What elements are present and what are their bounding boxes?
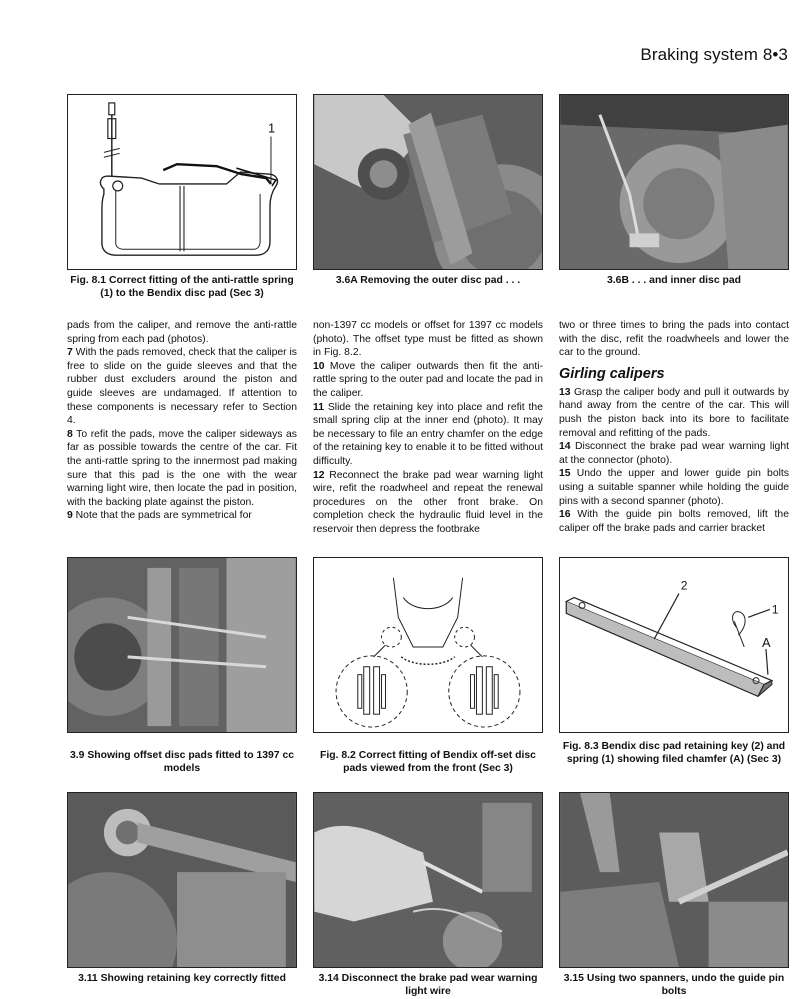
- fig-8-2-caption: Fig. 8.2 Correct fitting of Bendix off-set disc pads viewed from the front (Sec 3): [320, 750, 536, 774]
- paragraph-number: 8: [67, 428, 73, 440]
- section-subheading: Girling calipers: [559, 365, 665, 382]
- paragraph-text: With the pads removed, check that the caliper is free to slide on the guide sleeves and that the rubber dust excluders around the piston and guide sleeves are undamaged. If attention to these components is necessary refer to Section 4.: [67, 347, 297, 427]
- paragraph-number: 9: [67, 510, 73, 522]
- spanners-photo: [560, 793, 788, 967]
- paragraph-text: Reconnect the brake pad wear warning light wire, refit the roadwheel and repeat the renewal procedures on the other front brake. On completion check the hydraulic fluid level in the reservoir then depress the footbrake: [313, 469, 543, 535]
- paragraph-number: 15: [559, 468, 571, 480]
- offset-pads-photo: [68, 558, 296, 732]
- photo-3-15: [559, 792, 789, 968]
- paragraph-15: [559, 467, 789, 508]
- photo-3-9: [67, 557, 297, 733]
- paragraph-14: [559, 440, 789, 467]
- paragraph-10: [313, 360, 543, 401]
- paragraph-11: [313, 401, 543, 469]
- offset-pads-diagram: [314, 558, 542, 732]
- paragraph-text: Disconnect the brake pad wear warning light at the connector (photo).: [559, 441, 789, 466]
- paragraph-12: [313, 469, 543, 537]
- inner-pad-photo: [560, 95, 788, 269]
- fig-8-1-diagram: [67, 94, 297, 270]
- photo-3-6a-caption: 3.6A Removing the outer disc pad . . .: [335, 275, 521, 286]
- paragraph-16: [559, 508, 789, 535]
- paragraph-text: Undo the upper and lower guide pin bolts using a suitable spanner while holding the guide pins with a second spanner (photo).: [559, 468, 789, 507]
- photo-3-6b: [559, 94, 789, 270]
- photo-3-14: [313, 792, 543, 968]
- section-title: Braking system: [640, 45, 758, 64]
- paragraph-13: [559, 386, 789, 440]
- photo-3-11-caption: 3.11 Showing retaining key correctly fitted: [78, 973, 286, 984]
- paragraph-text: Note that the pads are symmetrical for: [72, 510, 252, 522]
- paragraph-8: [67, 428, 297, 510]
- paragraph-number: 11: [313, 401, 324, 413]
- text-column-1: [67, 319, 297, 523]
- paragraph-7: [67, 346, 297, 428]
- retaining-key-photo: [68, 793, 296, 967]
- photo-3-9-caption: 3.9 Showing offset disc pads fitted to 1397 cc models: [69, 750, 295, 774]
- callout-2-label: 2: [680, 578, 688, 593]
- callout-1-label: 1: [771, 602, 779, 617]
- callout-1-label: 1: [268, 120, 276, 136]
- text-column-3: [559, 319, 789, 535]
- disc-pad-spring-diagram: [68, 95, 296, 269]
- text-column-2: [313, 319, 543, 537]
- paragraph-number: 7: [67, 347, 73, 359]
- brake-caliper-photo: [314, 95, 542, 269]
- photo-3-15-caption: 3.15 Using two spanners, undo the guide pin bolts: [563, 973, 785, 997]
- paragraph-number: 10: [313, 360, 325, 372]
- paragraph-number: 16: [559, 509, 571, 521]
- paragraph-text: With the guide pin bolts removed, lift the caliper off the brake pads and carrier bracket: [559, 509, 789, 534]
- paragraph-text: Slide the retaining key into place and refit the small spring clip at the inner end (photo). It may be necessary to file an entry chamfer on the edge of the retaining key to enable it to be fitted without difficulty.: [313, 401, 543, 467]
- callout-a-label: A: [761, 634, 771, 650]
- photo-3-14-caption: 3.14 Disconnect the brake pad wear warning light wire: [318, 973, 538, 997]
- page-header: [640, 45, 788, 65]
- paragraph-number: 12: [313, 469, 325, 481]
- paragraph-intro-1: pads from the caliper, and remove the anti-rattle spring from each pad (photos).: [67, 320, 297, 345]
- paragraph-intro-2: non-1397 cc models or offset for 1397 cc models (photo). The offset type must be fitted as shown in Fig. 8.2.: [313, 320, 543, 359]
- paragraph-text: Grasp the caliper body and pull it outwards by hand away from the centre of the car. This will push the piston back into its bore to facilitate removal and refitting of the pads.: [559, 386, 789, 439]
- paragraph-number: 14: [559, 441, 571, 453]
- paragraph-text: To refit the pads, move the caliper sideways as far as possible towards the centre of the car. Fit the anti-rattle spring to the innermost pad making sure that this pad is the one with the wear warning light wire, then locate the pad in position, with the backing plate against the piston.: [67, 428, 297, 508]
- paragraph-number: 13: [559, 386, 571, 398]
- photo-3-6a: [313, 94, 543, 270]
- paragraph-9: [67, 509, 297, 523]
- photo-3-11: [67, 792, 297, 968]
- fig-8-3-diagram: [559, 557, 789, 733]
- wear-warning-wire-photo: [314, 793, 542, 967]
- retaining-key-diagram: [560, 558, 788, 732]
- fig-8-1-caption: Fig. 8.1 Correct fitting of the anti-rattle spring (1) to the Bendix disc pad (Sec 3): [70, 275, 294, 299]
- page-number: 8•3: [762, 45, 788, 64]
- photo-3-6b-caption: 3.6B . . . and inner disc pad: [607, 275, 741, 286]
- fig-8-3-caption: Fig. 8.3 Bendix disc pad retaining key (2) and spring (1) showing filed chamfer (A) (Sec 3): [562, 741, 786, 765]
- paragraph-text: Move the caliper outwards then fit the anti-rattle spring to the outer pad and locate the pad in the caliper.: [313, 360, 543, 399]
- paragraph-intro-3: two or three times to bring the pads into contact with the disc, refit the roadwheels and lower the car to the ground.: [559, 320, 789, 359]
- fig-8-2-diagram: [313, 557, 543, 733]
